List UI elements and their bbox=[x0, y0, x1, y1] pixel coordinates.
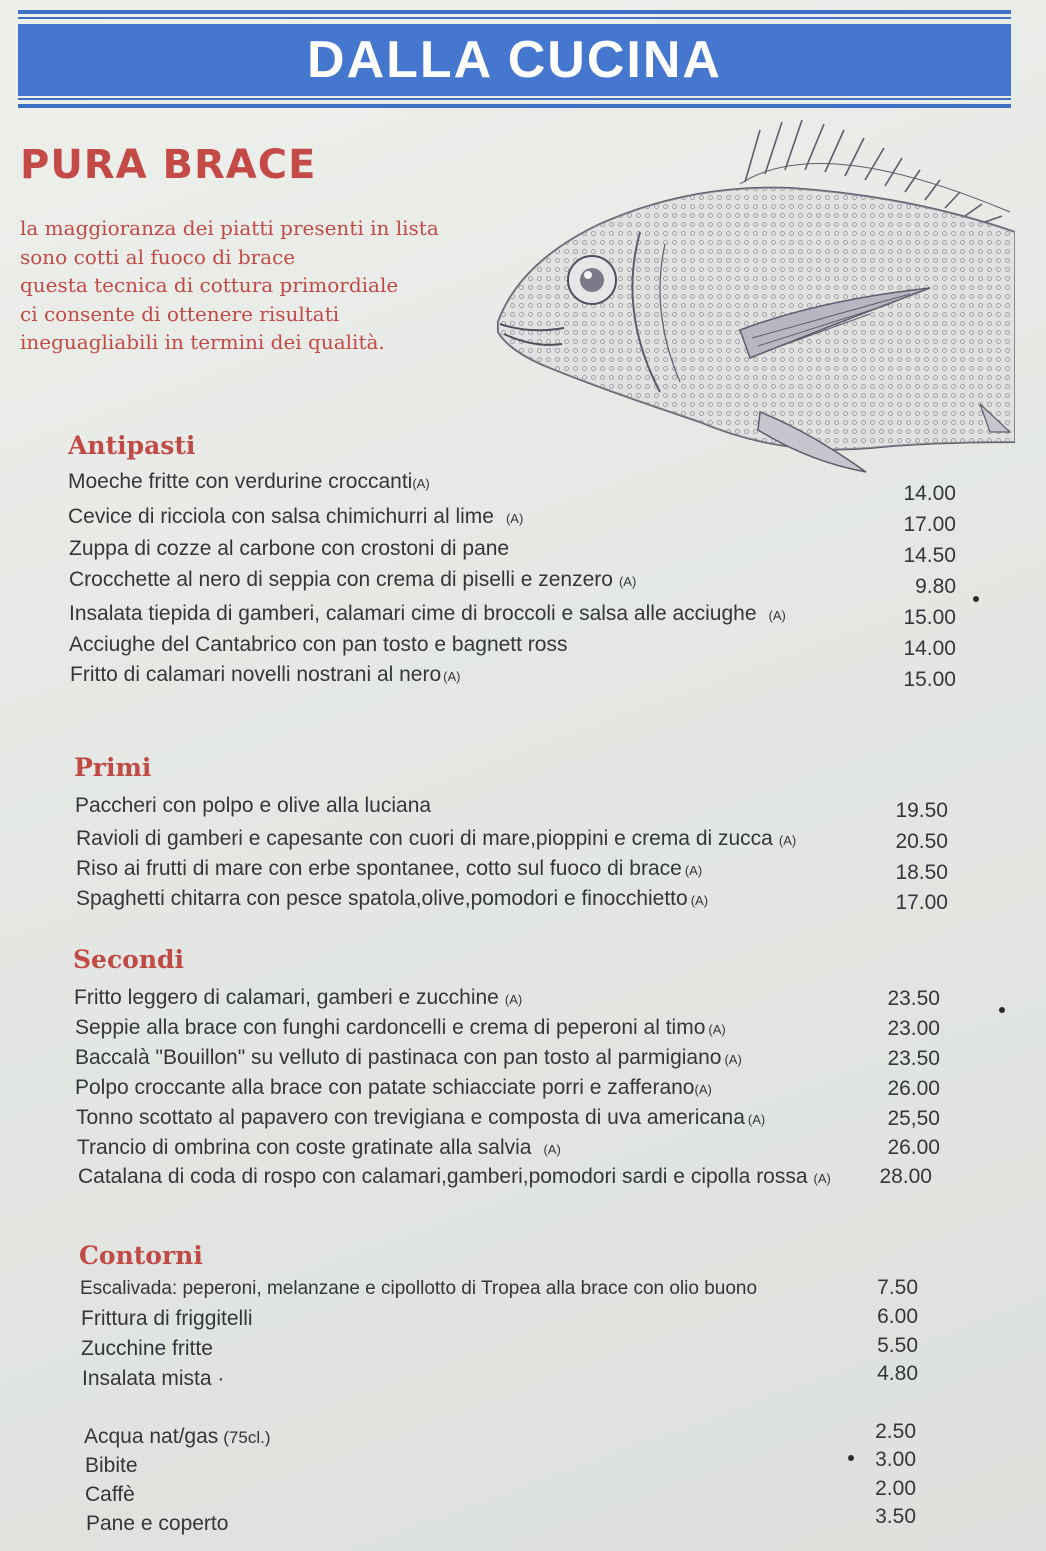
allergen-tag: (A) bbox=[504, 992, 523, 1007]
item-price: 3.00 bbox=[875, 1448, 916, 1471]
item-name: Ravioli di gamberi e capesante con cuori di mare,pioppini e crema di zucca bbox=[76, 827, 773, 850]
item-price: 14.50 bbox=[903, 544, 956, 567]
item-price: 28.00 bbox=[879, 1165, 932, 1188]
item-name: Caffè bbox=[85, 1483, 135, 1506]
item-name: Polpo croccante alla brace con patate schiacciate porri e zafferano bbox=[75, 1076, 695, 1099]
item-price: 26.00 bbox=[887, 1136, 940, 1159]
menu-item bbox=[85, 1483, 141, 1507]
allergen-tag: (A) bbox=[724, 1052, 742, 1067]
banner-top-line bbox=[18, 10, 1011, 14]
intro-heading: PURA BRACE bbox=[20, 142, 317, 188]
item-price: 9.80 bbox=[915, 575, 956, 598]
menu-item bbox=[75, 1046, 742, 1070]
intro-line: la maggioranza dei piatti presenti in lista bbox=[20, 216, 439, 240]
item-name: Zuppa di cozze al carbone con crostoni di pane bbox=[69, 537, 510, 560]
allergen-tag: (A) bbox=[768, 608, 786, 623]
menu-item bbox=[76, 887, 708, 911]
menu-item bbox=[81, 1307, 259, 1331]
item-name: Frittura di friggitelli bbox=[81, 1307, 253, 1330]
item-price: 26.00 bbox=[887, 1077, 940, 1100]
allergen-tag: (A) bbox=[708, 1022, 726, 1037]
menu-item bbox=[76, 1106, 765, 1130]
banner-bottom-thin-line bbox=[18, 98, 1011, 100]
item-name: Insalata mista · bbox=[82, 1367, 225, 1390]
section-title-primi: Primi bbox=[74, 753, 152, 782]
section-title-secondi: Secondi bbox=[73, 945, 185, 974]
menu-item bbox=[68, 505, 523, 529]
allergen-tag: (A) bbox=[684, 863, 703, 878]
menu-item bbox=[70, 663, 461, 687]
menu-item bbox=[85, 1454, 144, 1478]
intro-line: ineguagliabili in termini dei qualità. bbox=[20, 330, 385, 354]
item-name: Paccheri con polpo e olive alla luciana bbox=[75, 794, 432, 817]
item-price: 14.00 bbox=[903, 482, 956, 505]
banner-bottom-line bbox=[18, 104, 1011, 108]
page-title: DALLA CUCINA bbox=[307, 31, 722, 89]
item-price: 20.50 bbox=[895, 830, 948, 853]
item-price: 7.50 bbox=[877, 1276, 918, 1299]
item-price: 23.00 bbox=[887, 1017, 940, 1040]
item-name: Trancio di ombrina con coste gratinate alla salvia bbox=[77, 1136, 532, 1159]
item-name: Acciughe del Cantabrico con pan tosto e bagnett ross bbox=[69, 633, 568, 656]
item-name: Spaghetti chitarra con pesce spatola,olive,pomodori e finocchietto bbox=[76, 887, 688, 910]
menu-item bbox=[76, 827, 796, 851]
item-price: 4.80 bbox=[877, 1362, 918, 1385]
section-title-antipasti: Antipasti bbox=[68, 431, 196, 460]
paper-speck bbox=[999, 1007, 1005, 1013]
item-price: 3.50 bbox=[875, 1505, 916, 1528]
item-price: 23.50 bbox=[887, 1047, 940, 1070]
paper-speck bbox=[848, 1455, 854, 1461]
menu-item bbox=[74, 986, 522, 1010]
allergen-tag: (A) bbox=[412, 476, 430, 491]
item-name: Catalana di coda di rospo con calamari,gamberi,pomodori sardi e cipolla rossa bbox=[78, 1165, 808, 1188]
allergen-tag: (A) bbox=[778, 833, 797, 848]
menu-item bbox=[82, 1367, 230, 1391]
allergen-tag: (A) bbox=[690, 893, 709, 908]
menu-item bbox=[69, 602, 786, 626]
item-price: 6.00 bbox=[877, 1305, 918, 1328]
allergen-tag: (A) bbox=[694, 1082, 712, 1097]
item-name: Pane e coperto bbox=[86, 1512, 229, 1535]
menu-item bbox=[77, 1136, 561, 1160]
item-name: Bibite bbox=[85, 1454, 138, 1477]
menu-item bbox=[80, 1278, 763, 1300]
allergen-tag: (A) bbox=[505, 511, 524, 526]
item-name: Riso ai frutti di mare con erbe spontanee, cotto sul fuoco di brace bbox=[76, 857, 682, 880]
menu-item bbox=[69, 568, 636, 592]
allergen-tag: (75cl.) bbox=[223, 1428, 271, 1447]
item-price: 14.00 bbox=[903, 637, 956, 660]
menu-item bbox=[69, 537, 515, 561]
item-price: 5.50 bbox=[877, 1334, 918, 1357]
item-name: Crocchette al nero di seppia con crema di piselli e zenzero bbox=[69, 568, 613, 591]
item-price: 2.50 bbox=[875, 1420, 916, 1443]
item-price: 18.50 bbox=[895, 861, 948, 884]
allergen-tag: (A) bbox=[543, 1142, 561, 1157]
menu-item bbox=[75, 794, 437, 818]
item-price: 25,50 bbox=[887, 1107, 940, 1130]
menu-item bbox=[75, 1016, 726, 1040]
menu-item bbox=[78, 1165, 831, 1189]
section-title-contorni: Contorni bbox=[79, 1241, 203, 1270]
item-price: 15.00 bbox=[903, 668, 956, 691]
intro-text bbox=[20, 214, 520, 357]
item-name: Insalata tiepida di gamberi, calamari cime di broccoli e salsa alle acciughe bbox=[69, 602, 757, 625]
item-price: 17.00 bbox=[895, 891, 948, 914]
item-name: Baccalà "Bouillon" su velluto di pastinaca con pan tosto al parmigiano bbox=[75, 1046, 722, 1069]
menu-item bbox=[84, 1425, 271, 1449]
fish-illustration bbox=[490, 112, 1015, 482]
item-price: 15.00 bbox=[903, 606, 956, 629]
item-name: Seppie alla brace con funghi cardoncelli e crema di peperoni al timo bbox=[75, 1016, 706, 1039]
item-name: Moeche fritte con verdurine croccanti bbox=[68, 470, 413, 493]
paper-speck bbox=[973, 596, 979, 602]
item-price: 23.50 bbox=[887, 987, 940, 1010]
item-price: 2.00 bbox=[875, 1477, 916, 1500]
menu-item bbox=[75, 1076, 712, 1100]
intro-line: ci consente di ottenere risultati bbox=[20, 301, 340, 326]
item-name: Acqua nat/gas bbox=[84, 1425, 219, 1448]
allergen-tag: (A) bbox=[747, 1112, 766, 1127]
item-name: Zucchine fritte bbox=[81, 1337, 213, 1360]
menu-item bbox=[68, 470, 430, 494]
item-price: 17.00 bbox=[903, 513, 956, 536]
menu-item bbox=[76, 857, 702, 881]
item-name: Fritto leggero di calamari, gamberi e zucchine bbox=[74, 986, 499, 1009]
item-name: Cevice di ricciola con salsa chimichurri al lime bbox=[68, 505, 494, 528]
intro-line: questa tecnica di cottura primordiale bbox=[20, 273, 399, 297]
item-name: Tonno scottato al papavero con trevigiana e composta di uva americana bbox=[76, 1106, 745, 1129]
item-name: Escalivada: peperoni, melanzane e cipollotto di Tropea alla brace con olio buono bbox=[80, 1278, 758, 1299]
allergen-tag: (A) bbox=[813, 1171, 831, 1186]
title-banner bbox=[18, 24, 1011, 96]
item-name: Fritto di calamari novelli nostrani al nero bbox=[70, 663, 442, 686]
banner-top-thin-line bbox=[18, 17, 1011, 19]
intro-line: sono cotti al fuoco di brace bbox=[20, 244, 296, 269]
menu-item bbox=[81, 1337, 219, 1361]
menu-item bbox=[69, 633, 573, 657]
menu-item bbox=[86, 1512, 234, 1536]
allergen-tag: (A) bbox=[618, 574, 637, 589]
allergen-tag: (A) bbox=[443, 669, 461, 684]
item-price: 19.50 bbox=[895, 799, 948, 822]
